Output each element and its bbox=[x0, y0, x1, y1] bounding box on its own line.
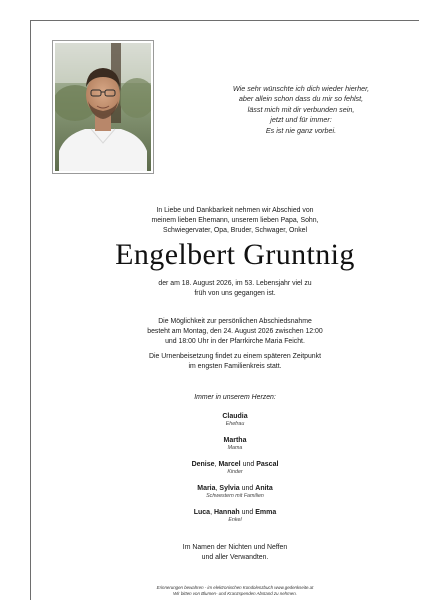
footer-line: Erinnerungen bewahren - im elektronischen Kondolenzbuch www.gedenkseite.at bbox=[156, 585, 314, 590]
death-notice bbox=[95, 279, 375, 299]
portrait-photo-frame bbox=[52, 40, 154, 174]
intro-line: Schwiegervater, Opa, Bruder, Schwager, Onkel bbox=[162, 227, 307, 235]
quote-line: Wie sehr wünschte ich dich wieder hierher, bbox=[232, 84, 370, 93]
mourner-name: Marcel bbox=[218, 461, 241, 468]
top-border-rule bbox=[30, 20, 419, 21]
deceased-name: Engelbert Gruntnig bbox=[115, 238, 355, 271]
intro-paragraph bbox=[95, 206, 375, 237]
death-line: der am 18. August 2026, im 53. Lebensjahr viel zu bbox=[158, 280, 312, 287]
mourner-names bbox=[95, 412, 375, 421]
mourner-role: Schwestern mit Familien bbox=[206, 493, 264, 499]
mourner-names: Denise, Marcel und Pascal bbox=[191, 461, 279, 468]
left-border-rule bbox=[30, 20, 31, 600]
mourner-name: Hannah bbox=[213, 509, 240, 516]
death-line: früh von uns gegangen ist. bbox=[194, 290, 276, 298]
quote-line: jetzt und für immer: bbox=[270, 115, 332, 125]
mourner-role: Ehefrau bbox=[225, 421, 245, 427]
closing-line: Im Namen der Nichten und Neffen bbox=[182, 544, 288, 551]
intro-line: In Liebe und Dankbarkeit nehmen wir Abschied von bbox=[156, 207, 314, 214]
mourner-connector: und bbox=[241, 485, 254, 492]
mourner-name: Maria bbox=[197, 485, 216, 492]
portrait-photo bbox=[55, 43, 151, 171]
urn-line: im engsten Familienkreis statt. bbox=[188, 363, 282, 371]
mourner-role: Enkel bbox=[228, 517, 242, 523]
mourner-name: Claudia bbox=[222, 413, 248, 420]
mourner-role: Mama bbox=[227, 445, 243, 451]
memorial-quote bbox=[200, 84, 402, 136]
quote-line: lässt mich mit dir verbunden sein, bbox=[247, 104, 355, 114]
mourner-group-mother bbox=[95, 436, 375, 452]
mourner-names bbox=[95, 436, 375, 445]
farewell-line: besteht am Montag, den 24. August 2026 zwischen 12:00 bbox=[147, 328, 323, 336]
urn-burial-info bbox=[95, 352, 375, 372]
mourner-connector: und bbox=[242, 461, 255, 468]
footer-line: Wir bitten von Blumen- und Kranzspenden Abstand zu nehmen. bbox=[173, 590, 297, 596]
intro-line: meinem lieben Ehemann, unserem lieben Papa, Sohn, bbox=[151, 217, 319, 225]
mourner-name: Emma bbox=[255, 509, 277, 516]
quote-line: Es ist nie ganz vorbei. bbox=[265, 125, 337, 135]
mourner-name: Anita bbox=[255, 485, 273, 492]
mourner-name: Luca bbox=[193, 509, 211, 516]
mourner-name: Denise bbox=[191, 461, 215, 468]
farewell-line: Die Möglichkeit zur persönlichen Abschiedsnahme bbox=[158, 318, 312, 325]
mourner-name: Sylvia bbox=[219, 485, 240, 492]
footer-note bbox=[95, 585, 375, 596]
mourner-name: Pascal bbox=[256, 461, 279, 468]
mourner-role: Kinder bbox=[227, 469, 243, 475]
closing-note bbox=[95, 543, 375, 563]
mourners-heading: Immer in unserem Herzen: bbox=[194, 394, 276, 401]
mourner-connector: und bbox=[241, 509, 254, 516]
mourner-group-grandchildren bbox=[95, 508, 375, 524]
mourner-group-children bbox=[95, 460, 375, 476]
mourner-group-wife bbox=[95, 412, 375, 428]
farewell-line: und 18:00 Uhr in der Pfarrkirche Maria Feicht. bbox=[165, 338, 305, 346]
closing-line: und aller Verwandten. bbox=[201, 554, 269, 562]
mourner-names: Maria, Sylvia und Anita bbox=[197, 485, 273, 492]
urn-line: Die Urnenbeisetzung findet zu einem späteren Zeitpunkt bbox=[149, 353, 321, 360]
farewell-info bbox=[95, 317, 375, 348]
mourner-name: Martha bbox=[223, 437, 247, 444]
mourner-group-sisters bbox=[95, 484, 375, 500]
mourner-names: Luca, Hannah und Emma bbox=[193, 509, 277, 516]
quote-line: aber allein schon dass du mir so fehlst, bbox=[238, 94, 364, 104]
